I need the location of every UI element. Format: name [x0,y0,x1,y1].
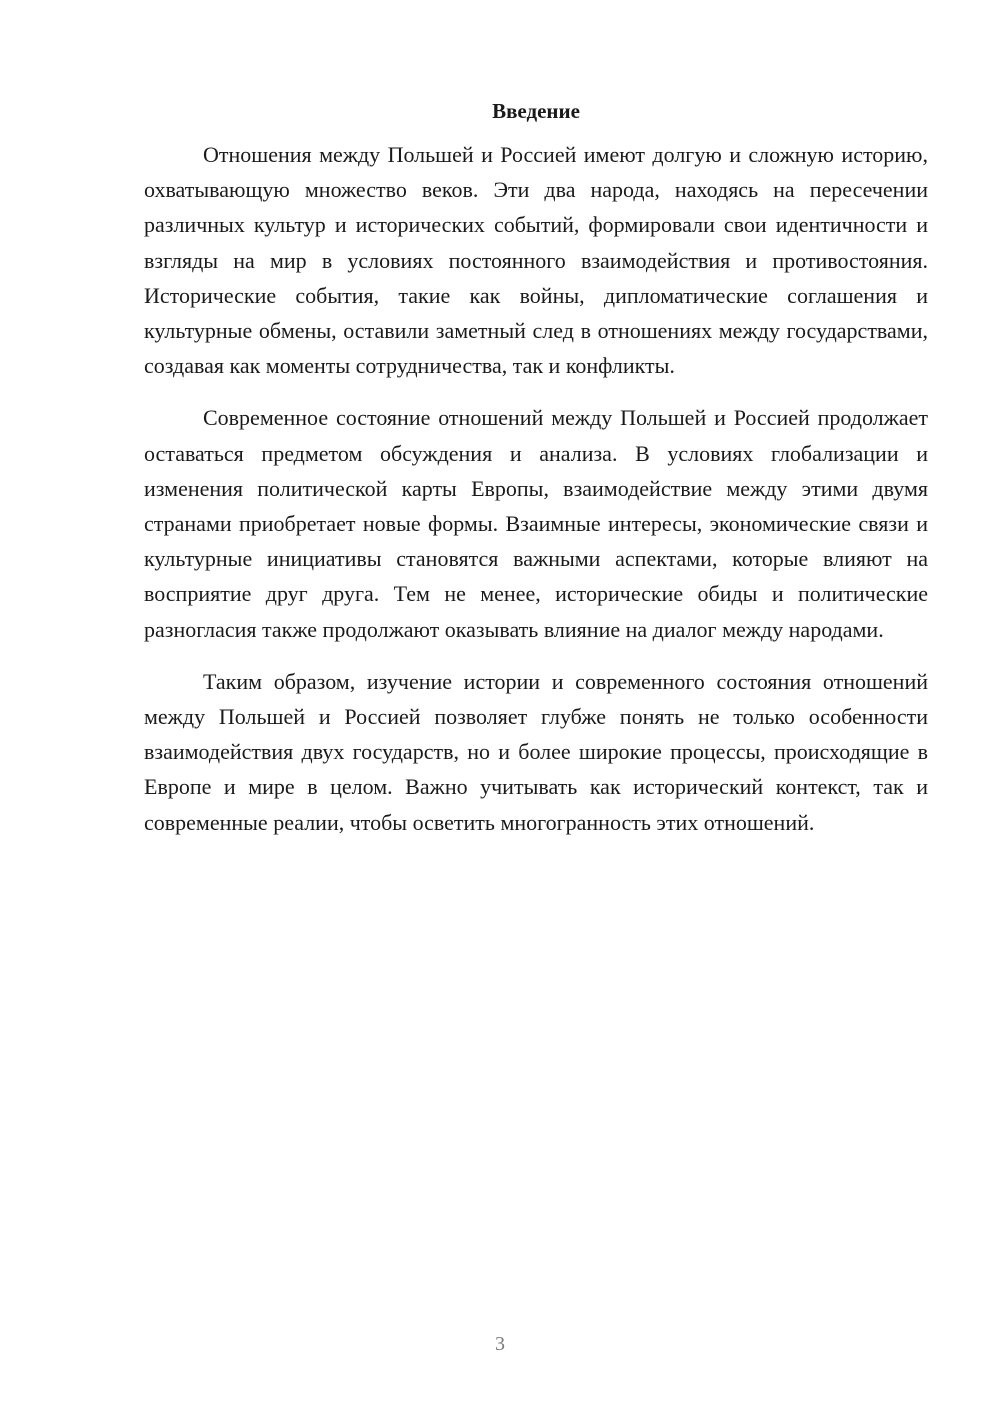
paragraph-2: Современное состояние отношений между Польшей и Россией продолжает оставаться предметом обсуждения и анализа. В условиях глобализации и изменения политической карты Европы, взаимодействие между этими двумя странами приобретает новые формы. Взаимные интересы, экономические связи и культурные инициативы становятся важными аспектами, которые влияют на восприятие друг друга. Тем не менее, исторические обиды и политические разногласия также продолжают оказывать влияние на диалог между народами. [144,405,928,642]
paragraph-3: Таким образом, изучение истории и современного состояния отношений между Польшей и Россией позволяет глубже понять не только особенности взаимодействия двух государств, но и более широкие процессы, происходящие в Европе и мире в целом. Важно учитывать как исторический контекст, так и современные реалии, чтобы осветить многогранность этих отношений. [144,668,928,835]
section-title: Введение [492,99,580,123]
page-number: 3 [495,1333,505,1355]
page-body [144,94,928,857]
paragraph-1: Отношения между Польшей и Россией имеют долгую и сложную историю, охватывающую множество веков. Эти два народа, находясь на пересечении различных культур и исторических событий, формировали свои идентичности и взгляды на мир в условиях постоянного взаимодействия и противостояния. Исторические события, такие как войны, дипломатические соглашения и культурные обмены, оставили заметный след в отношениях между государствами, создавая как моменты сотрудничества, так и конфликты. [144,142,928,379]
